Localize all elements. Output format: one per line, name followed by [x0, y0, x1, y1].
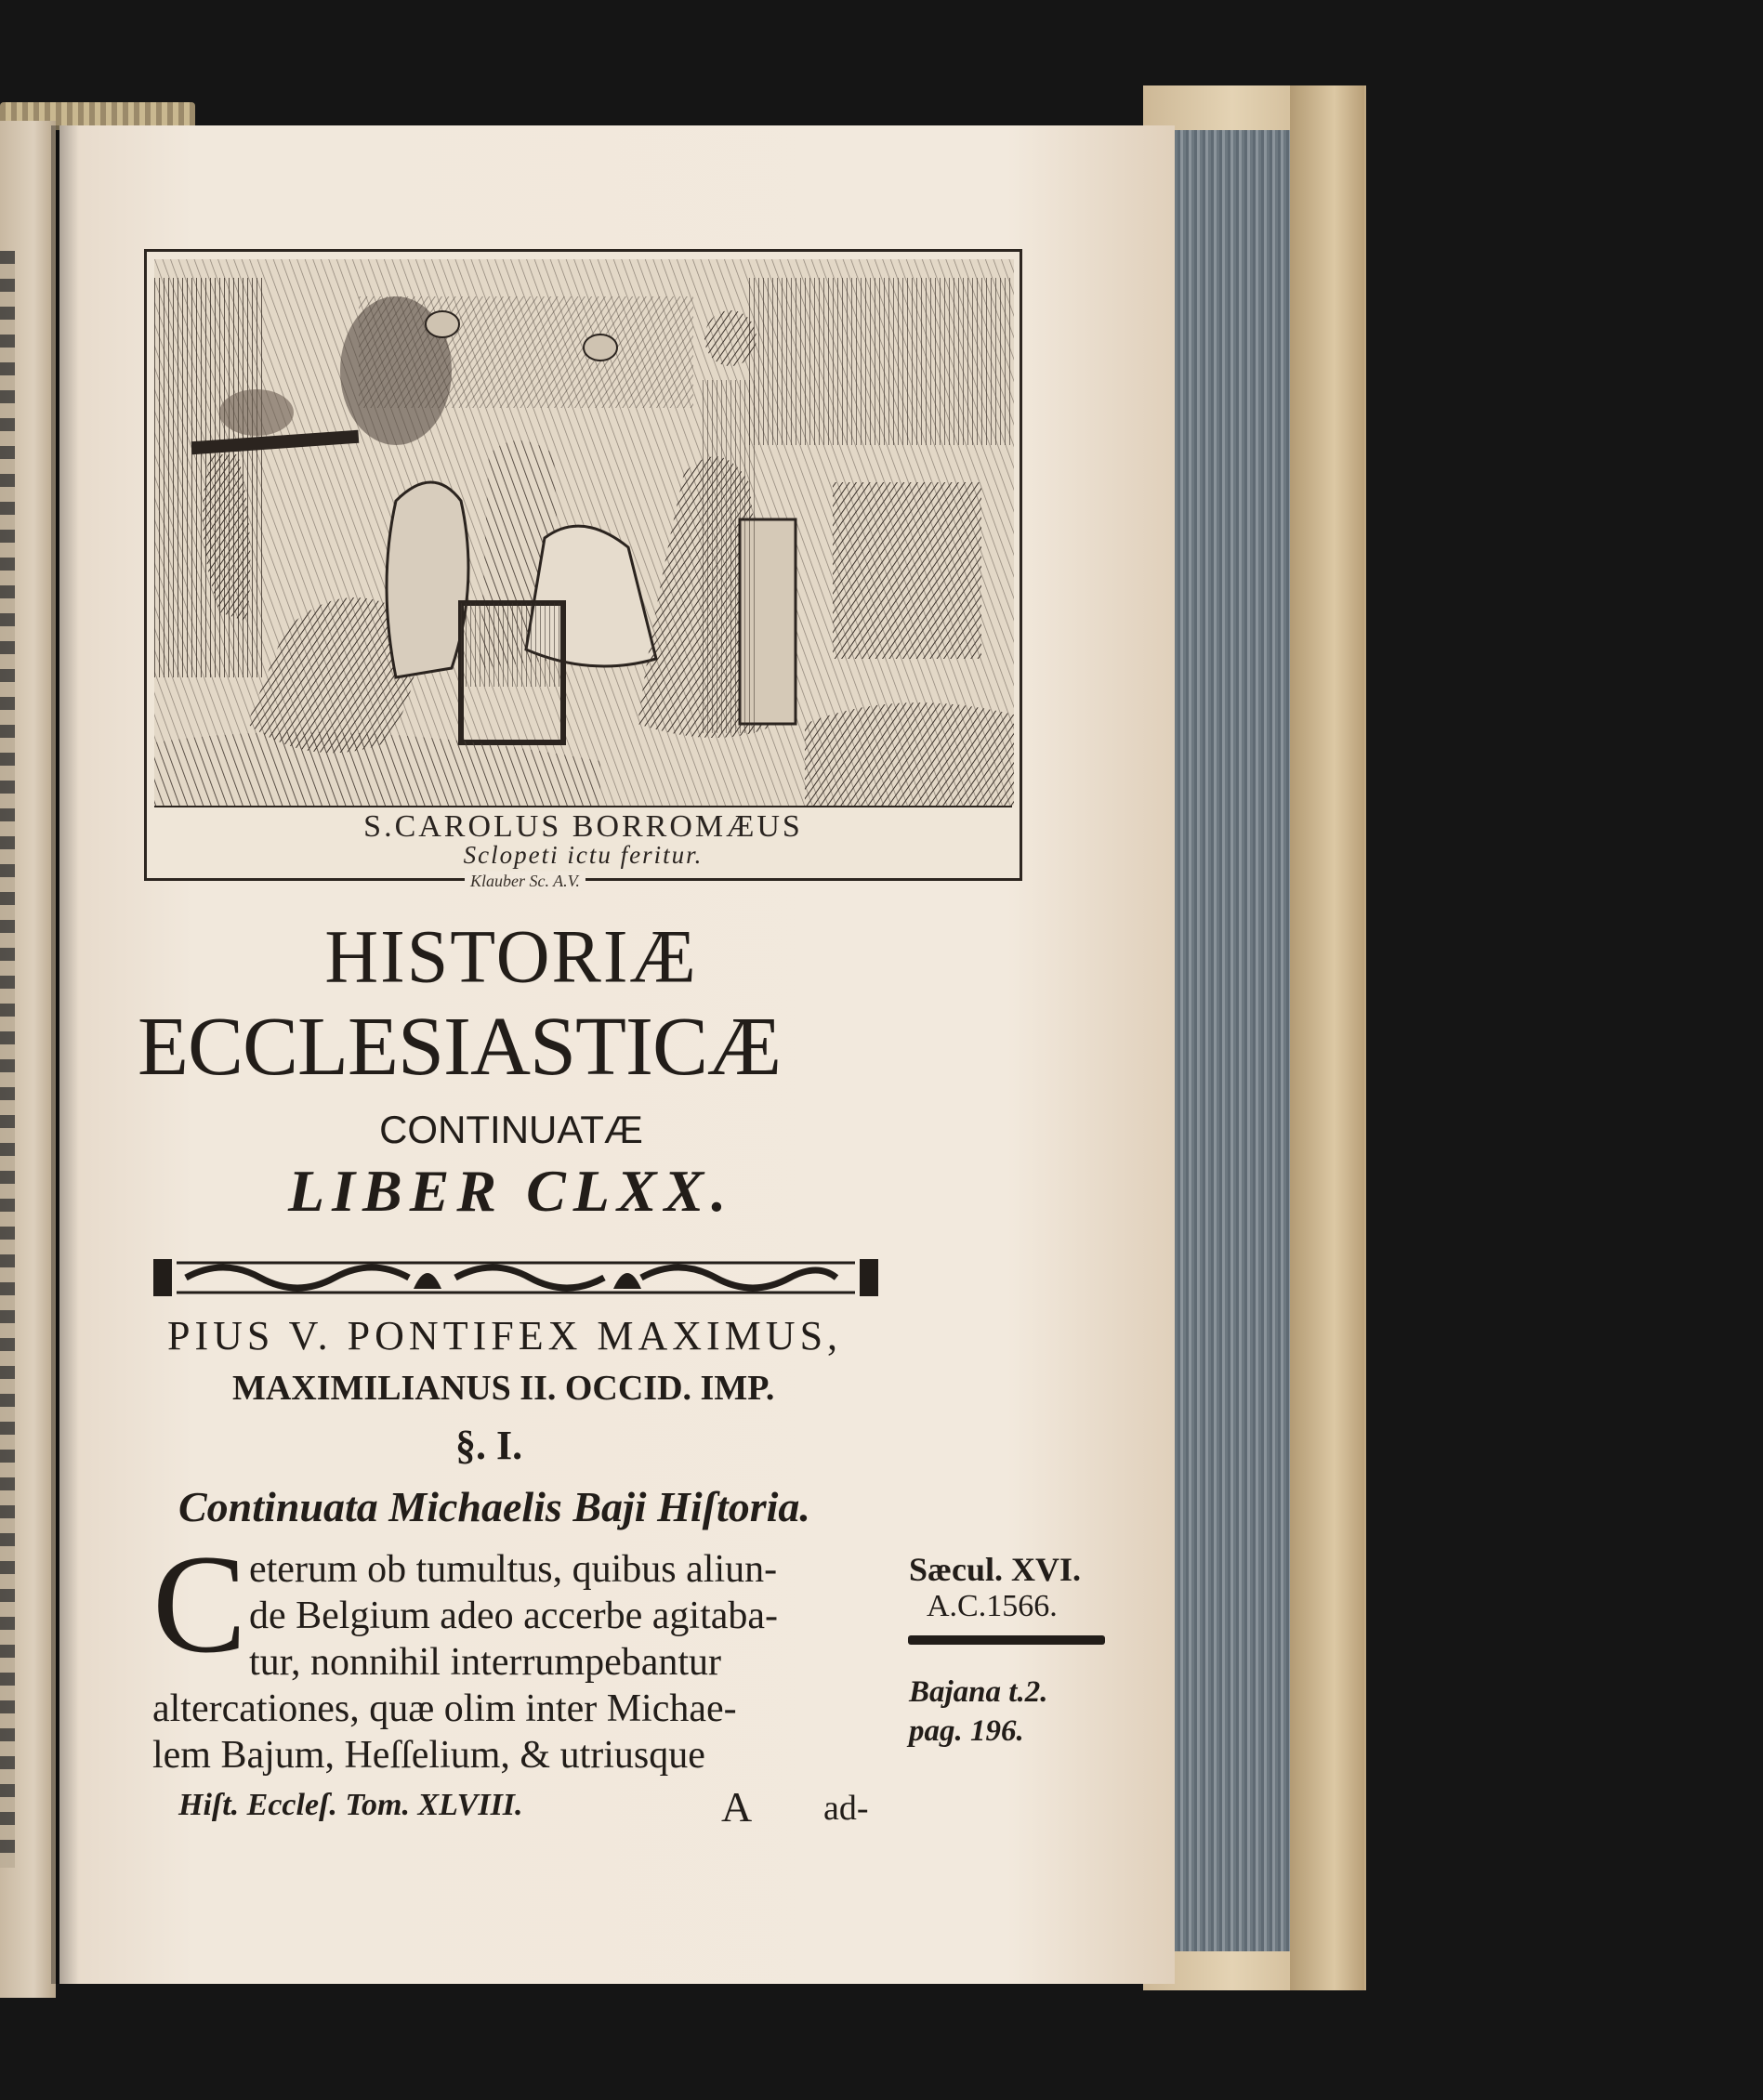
book-number: LIBER CLXX.: [288, 1158, 734, 1224]
body-text-line: lem Bajum, Heſſelium, & utriusque: [152, 1734, 705, 1777]
margin-saeculum: Sæcul. XVI.: [909, 1551, 1082, 1588]
title-line-historiae: HISTORIÆ: [324, 915, 698, 999]
left-page-text-strip: [0, 251, 15, 1868]
body-text-line: altercationes, quæ olim inter Michae-: [152, 1687, 737, 1730]
drop-cap: C: [152, 1526, 247, 1682]
page-edges: [1169, 130, 1290, 1951]
title-line-ecclesiasticae: ECCLESIASTICÆ: [138, 1001, 782, 1093]
margin-reference: Bajana t.2.: [909, 1675, 1048, 1709]
engraver-signature: Klauber Sc. A.V.: [465, 872, 585, 891]
body-text-line: eterum ob tumultus, quibus aliun-: [249, 1548, 778, 1591]
section-title: Continuata Michaelis Baji Hiſtoria.: [178, 1483, 810, 1530]
margin-year: A.C.1566.: [927, 1589, 1058, 1623]
footer-signature-mark: A: [721, 1783, 753, 1831]
gutter-shadow: [51, 125, 79, 1984]
engraving-scene: [154, 259, 1014, 806]
body-text-line: de Belgium adeo accerbe agitaba-: [249, 1595, 779, 1637]
engraving-illustration: [144, 249, 1022, 881]
book-cover-flap: [1290, 85, 1364, 1990]
section-number: §. I.: [455, 1423, 523, 1468]
footer-volume: Hiſt. Eccleſ. Tom. XLVIII.: [178, 1788, 523, 1822]
margin-rule: [908, 1635, 1105, 1645]
pontiff-line: PIUS V. PONTIFEX MAXIMUS,: [167, 1313, 843, 1358]
title-line-continuatae: CONTINUATÆ: [379, 1108, 643, 1151]
footer-catchword: ad-: [823, 1789, 869, 1828]
caption-title: S.CAROLUS BORROMÆUS: [363, 809, 803, 844]
ornamental-band: [149, 1252, 883, 1304]
margin-reference-page: pag. 196.: [909, 1714, 1024, 1748]
caption-subtitle: Sclopeti ictu feritur.: [463, 841, 704, 869]
emperor-line: MAXIMILIANUS II. OCCID. IMP.: [232, 1369, 775, 1408]
engraving-caption: [154, 806, 1012, 873]
body-text-line: tur, nonnihil interrumpebantur: [249, 1641, 722, 1684]
